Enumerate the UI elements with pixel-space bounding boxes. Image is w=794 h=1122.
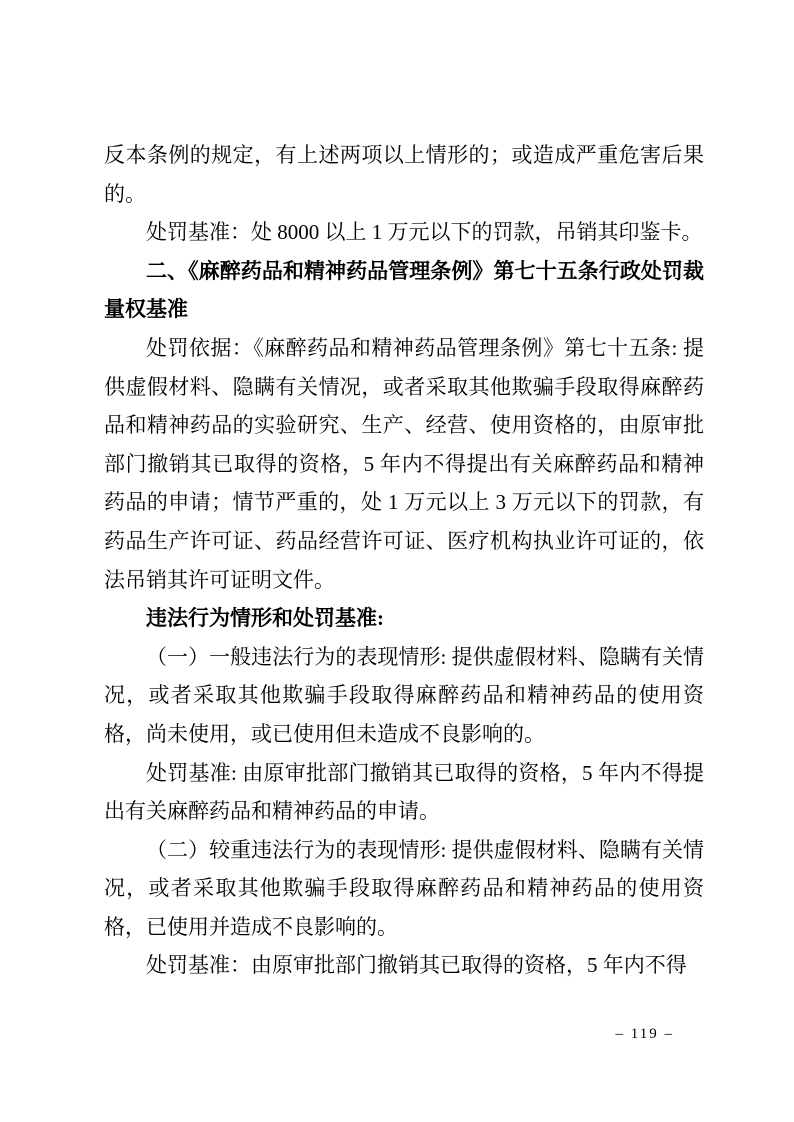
paragraph-penalty-standard: 处罚基准：处 8000 以上 1 万元以下的罚款，吊销其印鉴卡。 xyxy=(146,220,703,245)
paragraph-penalty-basis: 处罚依据：《麻醉药品和精神药品管理条例》第七十五条: 提供虚假材料、隐瞒有关情况，或者采取其他欺骗手段取得麻醉药品和精神药品的实验研究、生产、经营、使用资格的，由原审批部门撤销其已取得的资格，5 年内不得提出有关麻醉药品和精神药品的申请；情节严重的，处 1 万元以上 3 万元以下的罚款，有药品生产许可证、药品经营许可证、医疗机构执业许可证的，依法吊销其许可证明文件。 xyxy=(104,335,704,592)
paragraph-violation-serious: （二）较重违法行为的表现情形: 提供虚假材料、隐瞒有关情况，或者采取其他欺骗手段取得麻醉药品和精神药品的使用资格，已使用并造成不良影响的。 xyxy=(104,837,704,939)
subsection-heading: 违法行为情形和处罚基准: xyxy=(146,606,384,631)
paragraph-violation-general: （一）一般违法行为的表现情形: 提供虚假材料、隐瞒有关情况，或者采取其他欺骗手段取得麻醉药品和精神药品的使用资格，尚未使用，或已使用但未造成不良影响的。 xyxy=(104,644,704,746)
document-content xyxy=(104,136,704,985)
section-heading: 二、《麻醉药品和精神药品管理条例》第七十五条行政处罚裁量权基准 xyxy=(104,258,704,322)
paragraph-continuation: 反本条例的规定，有上述两项以上情形的；或造成严重危害后果的。 xyxy=(104,143,704,206)
paragraph-penalty-standard: 处罚基准: 由原审批部门撤销其已取得的资格，5 年内不得提出有关麻醉药品和精神药品的申请。 xyxy=(104,760,704,824)
page-number: – 119 – xyxy=(615,1026,674,1042)
paragraph-penalty-standard: 处罚基准：由原审批部门撤销其已取得的资格，5 年内不得 xyxy=(146,953,687,978)
